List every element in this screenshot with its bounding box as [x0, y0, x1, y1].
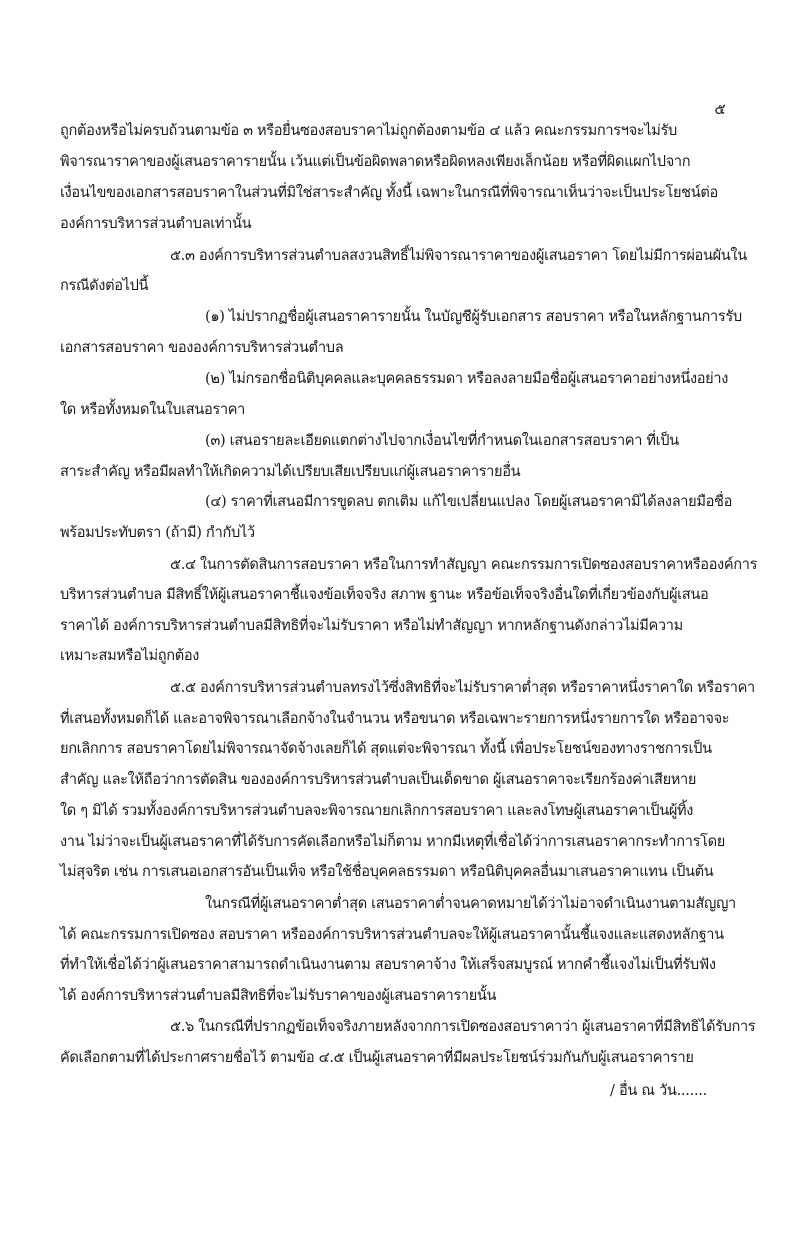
- section-5-5-heading: ๕.๕ องค์การบริหารส่วนตำบลทรงไว้ซึ่งสิทธิที่จะไม่รับราคาต่ำสุด หรือราคาหนึ่งราคาใด หรือราคา: [170, 679, 755, 696]
- text-line: ใด ๆ มิได้ รวมทั้งองค์การบริหารส่วนตำบลจะพิจารณายกเลิกการสอบราคา และลงโทษผู้เสนอราคาเป็นผู้ทิ้ง: [60, 802, 694, 819]
- section-5-6-heading: ๕.๖ ในกรณีที่ปรากฏข้อเท็จจริงภายหลังจากการเปิดซองสอบราคาว่า ผู้เสนอราคาที่มีสิทธิได้รับการ: [170, 1018, 756, 1035]
- text-line: สำคัญ และให้ถือว่าการตัดสิน ขององค์การบริหารส่วนตำบลเป็นเด็ดขาด ผู้เสนอราคาจะเรียกร้องค่าเสียหาย: [60, 771, 697, 788]
- text-line: ราคาได้ องค์การบริหารส่วนตำบลมีสิทธิที่จะไม่รับราคา หรือไม่ทำสัญญา หากหลักฐานดังกล่าวไม่มีความ: [60, 617, 683, 634]
- text-line: บริหารส่วนตำบล มีสิทธิ์ให้ผู้เสนอราคาชี้แจงข้อเท็จจริง สภาพ ฐานะ หรือข้อเท็จจริงอื่นใดที่เกี่ยวข้องกับผู้เสนอ: [60, 586, 709, 603]
- text-line: ที่เสนอทั้งหมดก็ได้ และอาจพิจารณาเลือกจ้างในจำนวน หรือขนาด หรือเฉพาะรายการหนึ่งรายการใด หรืออาจจะ: [60, 710, 730, 727]
- text-line: ได้ คณะกรรมการเปิดซอง สอบราคา หรือองค์การบริหารส่วนตำบลจะให้ผู้เสนอราคานั้นชี้แจงและแสดงหลักฐาน: [60, 926, 724, 943]
- list-item-1: (๑) ไม่ปรากฏชื่อผู้เสนอราคารายนั้น ในบัญชีผู้รับเอกสาร สอบราคา หรือในหลักฐานการรับ: [205, 308, 742, 325]
- text-line: ที่ทำให้เชื่อได้ว่าผู้เสนอราคาสามารถดำเนินงานตาม สอบราคาจ้าง ให้เสร็จสมบูรณ์ หากคำชี้แจงไม่เป็นที่รับฟัง: [60, 956, 716, 973]
- text-line: ใด หรือทั้งหมดในใบเสนอราคา: [60, 401, 245, 418]
- text-line: คัดเลือกตามที่ได้ประกาศรายชื่อไว้ ตามข้อ ๔.๕ เป็นผู้เสนอราคาที่มีผลประโยชน์ร่วมกันกับผู้เสนอราคาราย: [60, 1049, 694, 1066]
- section-5-4-heading: ๕.๔ ในการตัดสินการสอบราคา หรือในการทำสัญญา คณะกรรมการเปิดซองสอบราคาหรือองค์การ: [170, 556, 758, 573]
- text-line: ได้ องค์การบริหารส่วนตำบลมีสิทธิที่จะไม่รับราคาของผู้เสนอราคารายนั้น: [60, 987, 497, 1004]
- text-line: เงื่อนไขของเอกสารสอบราคาในส่วนที่มิใช่สาระสำคัญ ทั้งนี้ เฉพาะในกรณีที่พิจารณาเห็นว่าจะเป็นประโยชน์ต่อ: [60, 184, 718, 201]
- text-line: กรณีดังต่อไปนี้: [60, 277, 149, 294]
- text-line: สาระสำคัญ หรือมีผลทำให้เกิดความได้เปรียบเสียเปรียบแก่ผู้เสนอราคารายอื่น: [60, 463, 521, 480]
- section-5-3-heading: ๕.๓ องค์การบริหารส่วนตำบลสงวนสิทธิ์ไม่พิจารณาราคาของผู้เสนอราคา โดยไม่มีการผ่อนผันใน: [170, 247, 747, 264]
- page-number: ๕: [714, 100, 726, 118]
- continuation-note: / อื่น ณ วัน.......: [610, 1082, 707, 1099]
- text-line: พร้อมประทับตรา (ถ้ามี) กำกับไว้: [60, 524, 255, 541]
- text-line: เอกสารสอบราคา ขององค์การบริหารส่วนตำบล: [60, 339, 344, 356]
- text-line: ไม่สุจริต เช่น การเสนอเอกสารอันเป็นเท็จ หรือใช้ชื่อบุคคลธรรมดา หรือนิติบุคคลอื่นมาเสนอราคาแทน เป็นต้น: [60, 863, 714, 880]
- text-line: พิจารณาราคาของผู้เสนอราคารายนั้น เว้นแต่เป็นข้อผิดพลาดหรือผิดหลงเพียงเล็กน้อย หรือที่ผิดแผกไปจาก: [60, 153, 691, 170]
- text-line: องค์การบริหารส่วนตำบลเท่านั้น: [60, 215, 252, 232]
- text-line: ถูกต้องหรือไม่ครบถ้วนตามข้อ ๓ หรือยื่นซองสอบราคาไม่ถูกต้องตามข้อ ๔ แล้ว คณะกรรมการฯจะไม่รับ: [60, 122, 677, 139]
- list-item-4: (๔) ราคาที่เสนอมีการขูดลบ ตกเติม แก้ไขเปลี่ยนแปลง โดยผู้เสนอราคามิได้ลงลายมือชื่อ: [205, 493, 732, 510]
- list-item-3: (๓) เสนอรายละเอียดแตกต่างไปจากเงื่อนไขที่กำหนดในเอกสารสอบราคา ที่เป็น: [205, 432, 679, 449]
- text-line: ยกเลิกการ สอบราคาโดยไม่พิจารณาจัดจ้างเลยก็ได้ สุดแต่จะพิจารณา ทั้งนี้ เพื่อประโยชน์ของทางราชการเป็น: [60, 740, 712, 757]
- text-line: เหมาะสมหรือไม่ถูกต้อง: [60, 647, 200, 664]
- low-bid-paragraph-start: ในกรณีที่ผู้เสนอราคาต่ำสุด เสนอราคาต่ำจนคาดหมายได้ว่าไม่อาจดำเนินงานตามสัญญา: [205, 895, 736, 912]
- list-item-2: (๒) ไม่กรอกชื่อนิติบุคคลและบุคคลธรรมดา หรือลงลายมือชื่อผู้เสนอราคาอย่างหนึ่งอย่าง: [205, 370, 728, 387]
- text-line: งาน ไม่ว่าจะเป็นผู้เสนอราคาที่ได้รับการคัดเลือกหรือไม่ก็ตาม หากมีเหตุที่เชื่อได้ว่าการเสนอราคากระทำการโดย: [60, 833, 725, 850]
